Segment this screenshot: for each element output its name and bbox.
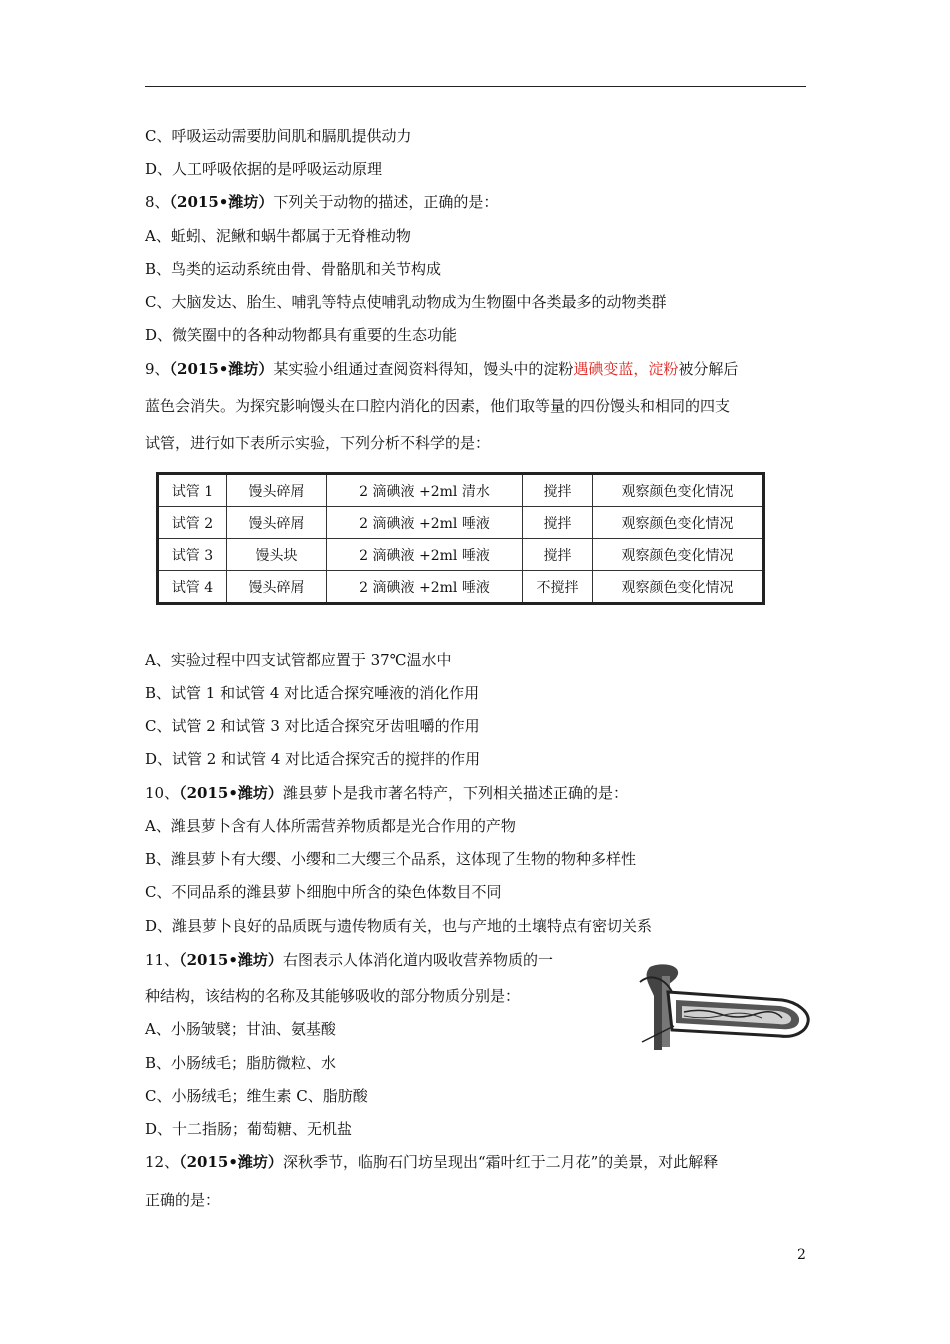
table-cell: 2 滴碘液 +2ml 唾液 [327,571,523,604]
q10-option-c: C、不同品系的潍县萝卜细胞中所含的染色体数目不同 [145,883,502,901]
highlighted-text: 遇碘变蓝，淀粉 [573,360,679,378]
q12-stem-line2: 正确的是： [145,1191,221,1209]
stem-text: 被分解后 [678,360,739,378]
table-cell: 试管 3 [158,539,227,571]
stem-text: 右图表示人体消化道内吸收营养物质的一 [282,951,553,969]
source-tag: （2015•潍坊） [179,951,283,969]
source-tag: （2015•潍坊） [179,784,283,802]
experiment-table [156,472,765,605]
table-cell: 馒头块 [227,539,327,571]
header-rule [145,86,806,87]
q8-option-d: D、微笑圈中的各种动物都具有重要的生态功能 [145,326,458,344]
stem-text: 下列关于动物的描述，正确的是： [273,193,499,211]
q8-stem [145,192,498,212]
q9-stem-line1 [145,359,738,379]
q11-option-a: A、小肠皱襞；甘油、氨基酸 [145,1020,336,1038]
source-tag: （2015•潍坊） [169,193,274,211]
q9-stem-line2: 蓝色会消失。为探究影响馒头在口腔内消化的因素，他们取等量的四份馒头和相同的四支 [145,397,731,415]
q12-stem-line1 [145,1152,718,1172]
table-cell: 馒头碎屑 [227,507,327,539]
question-number: 9、 [145,360,170,378]
q9-stem-line3: 试管，进行如下表所示实验，下列分析不科学的是： [145,434,491,452]
q8-option-c: C、大脑发达、胎生、哺乳等特点使哺乳动物成为生物圈中各类最多的动物类群 [145,293,667,311]
table-row [158,474,764,507]
table-cell: 观察颜色变化情况 [593,539,764,571]
q10-option-b: B、潍县萝卜有大缨、小缨和二大缨三个品系，这体现了生物的物种多样性 [145,850,637,868]
q11-option-d: D、十二指肠；葡萄糖、无机盐 [145,1120,353,1138]
q10-option-d: D、潍县萝卜良好的品质既与遗传物质有关，也与产地的土壤特点有密切关系 [145,917,653,935]
question-number: 10、 [145,784,180,802]
q9-option-a: A、实验过程中四支试管都应置于 37℃温水中 [145,651,452,669]
source-tag: （2015•潍坊） [169,360,274,378]
question-number: 11、 [145,951,180,969]
stem-text: 某实验小组通过查阅资料得知，馒头中的淀粉 [273,360,574,378]
table-cell: 搅拌 [523,474,593,507]
question-number: 12、 [145,1153,180,1171]
q11-option-b: B、小肠绒毛；脂肪微粒、水 [145,1054,337,1072]
table-cell: 2 滴碘液 +2ml 唾液 [327,539,523,571]
table-cell: 试管 2 [158,507,227,539]
table-cell: 试管 4 [158,571,227,604]
table-cell: 不搅拌 [523,571,593,604]
table-cell: 试管 1 [158,474,227,507]
stem-text: 潍县萝卜是我市著名特产，下列相关描述正确的是： [282,784,628,802]
table-row [158,507,764,539]
table-cell: 观察颜色变化情况 [593,507,764,539]
q7-option-d: D、人工呼吸依据的是呼吸运动原理 [145,160,383,178]
table-cell: 观察颜色变化情况 [593,571,764,604]
q7-option-c: C、呼吸运动需要肋间肌和膈肌提供动力 [145,127,412,145]
table-cell: 观察颜色变化情况 [593,474,764,507]
intestinal-villus-figure [632,962,812,1057]
q9-option-b: B、试管 1 和试管 4 对比适合探究唾液的消化作用 [145,684,480,702]
table-row [158,571,764,604]
table-cell: 馒头碎屑 [227,571,327,604]
q10-stem [145,783,628,803]
q9-option-d: D、试管 2 和试管 4 对比适合探究舌的搅拌的作用 [145,750,481,768]
q9-option-c: C、试管 2 和试管 3 对比适合探究牙齿咀嚼的作用 [145,717,480,735]
q11-option-c: C、小肠绒毛；维生素 C、脂肪酸 [145,1087,368,1105]
question-number: 8、 [145,193,170,211]
table-cell: 搅拌 [523,507,593,539]
q8-option-b: B、鸟类的运动系统由骨、骨骼肌和关节构成 [145,260,442,278]
q10-option-a: A、潍县萝卜含有人体所需营养物质都是光合作用的产物 [145,817,516,835]
page-number: 2 [797,1247,806,1263]
table-cell: 馒头碎屑 [227,474,327,507]
table-row [158,539,764,571]
table-cell: 2 滴碘液 +2ml 清水 [327,474,523,507]
table-cell: 2 滴碘液 +2ml 唾液 [327,507,523,539]
table-cell: 搅拌 [523,539,593,571]
source-tag: （2015•潍坊） [179,1153,283,1171]
stem-text: 深秋季节，临朐石门坊呈现出“霜叶红于二月花”的美景，对此解释 [282,1153,719,1171]
q11-stem-line2: 种结构，该结构的名称及其能够吸收的部分物质分别是： [145,987,521,1005]
q8-option-a: A、蚯蚓、泥鳅和蜗牛都属于无脊椎动物 [145,227,411,245]
q11-stem-line1 [145,950,553,970]
